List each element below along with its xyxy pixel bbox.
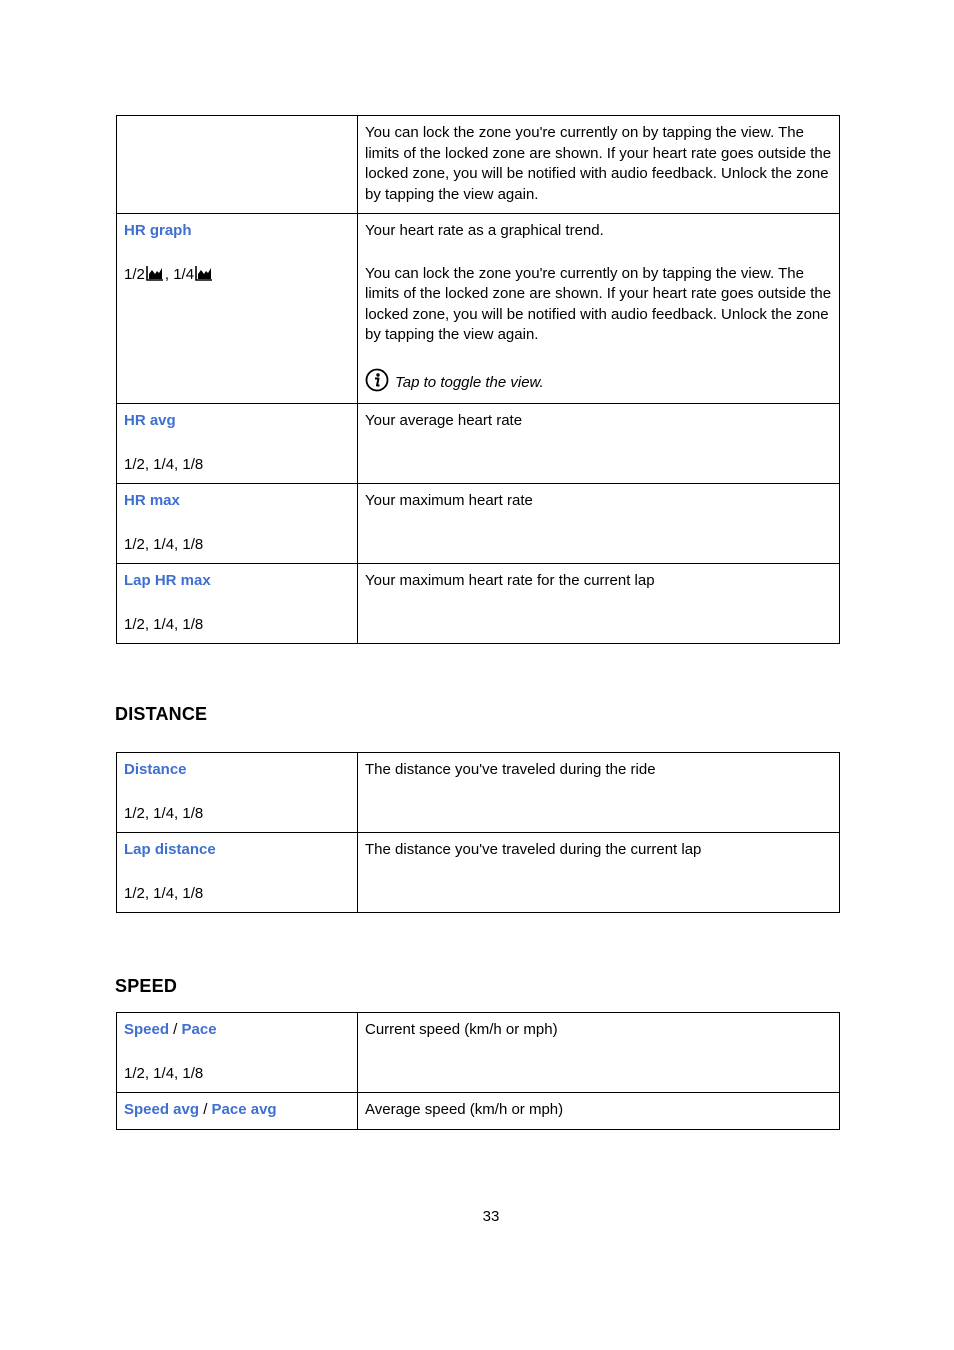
table-row bbox=[117, 833, 840, 913]
description-cell bbox=[358, 484, 840, 564]
name-separator: / bbox=[169, 1021, 182, 1038]
table-row bbox=[117, 1013, 840, 1093]
table-row bbox=[117, 564, 840, 644]
description-cell bbox=[358, 753, 840, 833]
field-name-speed-avg: Speed avg bbox=[124, 1101, 200, 1118]
field-sizes bbox=[124, 265, 350, 286]
field-sizes: 1/2, 1/4, 1/8 bbox=[124, 535, 204, 553]
field-cell bbox=[117, 404, 358, 484]
field-cell bbox=[117, 214, 358, 404]
speed-table bbox=[116, 1012, 840, 1130]
tip-text: Tap to toggle the view. bbox=[395, 373, 544, 391]
field-name-pace-avg: Pace avg bbox=[211, 1101, 277, 1118]
hr-table bbox=[116, 115, 840, 644]
size-label: , 1/4 bbox=[164, 265, 195, 283]
field-cell bbox=[117, 753, 358, 833]
description-cell bbox=[358, 1013, 840, 1093]
field-cell bbox=[117, 1093, 358, 1130]
description-cell bbox=[358, 116, 840, 214]
description-cell bbox=[358, 1093, 840, 1130]
field-name bbox=[124, 1100, 350, 1121]
field-cell bbox=[117, 1013, 358, 1093]
field-sizes: 1/2, 1/4, 1/8 bbox=[124, 804, 204, 822]
field-sizes: 1/2, 1/4, 1/8 bbox=[124, 615, 204, 633]
table-row bbox=[117, 753, 840, 833]
distance-table bbox=[116, 752, 840, 913]
field-cell bbox=[117, 833, 358, 913]
description-text: Your average heart rate bbox=[365, 412, 523, 429]
description-cell bbox=[358, 214, 840, 404]
field-cell bbox=[117, 116, 358, 214]
description-text: You can lock the zone you're currently on by tapping the view. The limits of the locked zone are shown. If your heart rate goes outside the locked zone, you will be notified with audio feedback. Unlock the zone by tapping the view again. bbox=[365, 124, 832, 203]
size-label: 1/2 bbox=[124, 265, 145, 283]
description-cell bbox=[358, 833, 840, 913]
description-text: Your maximum heart rate for the current lap bbox=[365, 572, 655, 589]
field-sizes: 1/2, 1/4, 1/8 bbox=[124, 884, 204, 902]
description-text: Your heart rate as a graphical trend. bbox=[365, 222, 604, 239]
description-text: Your maximum heart rate bbox=[365, 492, 533, 509]
description-text: Average speed (km/h or mph) bbox=[365, 1101, 564, 1118]
table-row bbox=[117, 1093, 840, 1130]
description-text: The distance you've traveled during the current lap bbox=[365, 841, 702, 858]
hr-graph-icon bbox=[146, 265, 164, 281]
section-heading-distance: DISTANCE bbox=[115, 704, 208, 724]
field-name-pace: Pace bbox=[181, 1021, 217, 1038]
description-cell bbox=[358, 404, 840, 484]
field-name-speed: Speed bbox=[124, 1021, 170, 1038]
field-name: Lap distance bbox=[124, 841, 216, 858]
table-row bbox=[117, 484, 840, 564]
table-row bbox=[117, 116, 840, 214]
tip-note bbox=[365, 368, 832, 392]
section-heading-speed: SPEED bbox=[115, 976, 178, 996]
field-name: Distance bbox=[124, 761, 187, 778]
field-name: HR max bbox=[124, 492, 180, 509]
page-number: 33 bbox=[482, 1208, 500, 1225]
field-sizes: 1/2, 1/4, 1/8 bbox=[124, 455, 204, 473]
field-sizes: 1/2, 1/4, 1/8 bbox=[124, 1064, 204, 1082]
description-text: You can lock the zone you're currently on by tapping the view. The limits of the locked zone are shown. If your heart rate goes outside the locked zone, you will be notified with audio feedback. Unlock the zone by tapping the view again. bbox=[365, 264, 832, 343]
field-name: Lap HR max bbox=[124, 572, 211, 589]
hr-graph-icon bbox=[195, 265, 213, 281]
description-text: Current speed (km/h or mph) bbox=[365, 1021, 558, 1038]
field-cell bbox=[117, 484, 358, 564]
field-name bbox=[124, 1020, 350, 1041]
table-row bbox=[117, 214, 840, 404]
field-name: HR graph bbox=[124, 222, 192, 239]
table-row bbox=[117, 404, 840, 484]
description-text: The distance you've traveled during the ride bbox=[365, 761, 656, 778]
info-icon bbox=[365, 368, 389, 392]
name-separator: / bbox=[199, 1101, 212, 1118]
description-cell bbox=[358, 564, 840, 644]
field-name: HR avg bbox=[124, 412, 176, 429]
field-cell bbox=[117, 564, 358, 644]
